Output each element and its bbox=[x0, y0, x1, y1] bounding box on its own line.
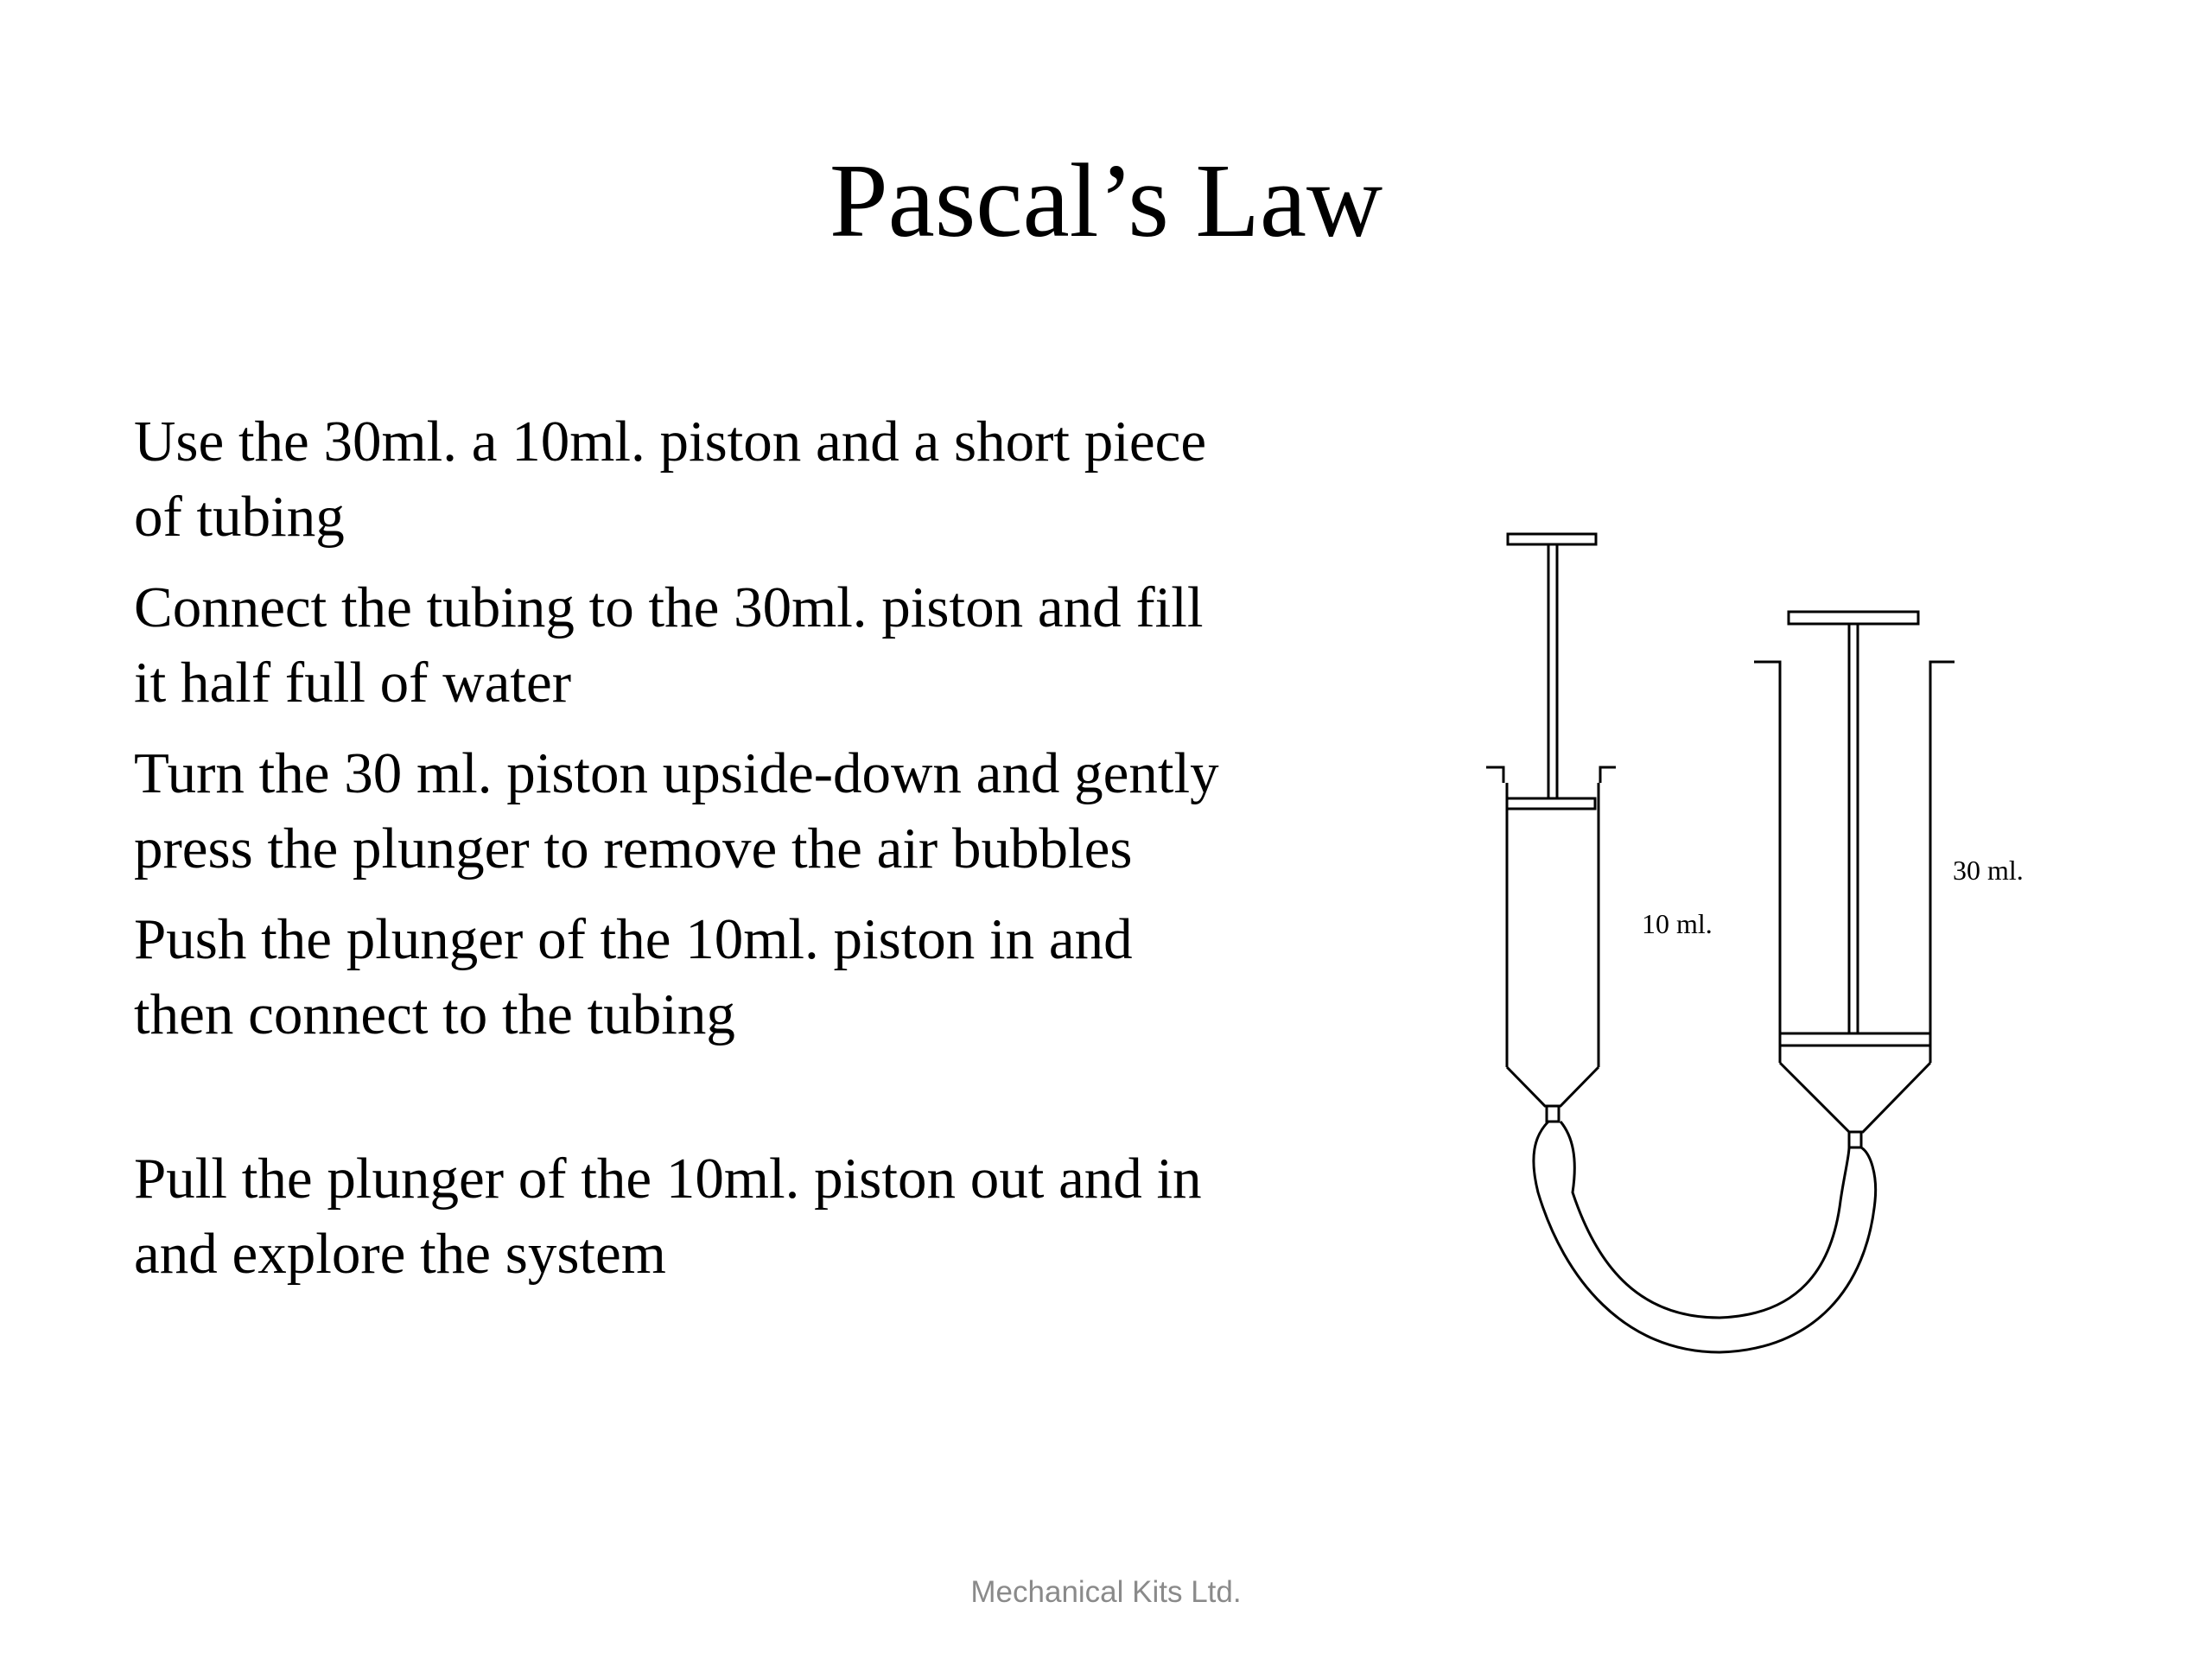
slide-title: Pascal’s Law bbox=[829, 143, 1383, 259]
instruction-step-5: Pull the plunger of the 10ml. piston out and in and explore the system bbox=[134, 1147, 1202, 1286]
syringe-diagram bbox=[1469, 510, 2039, 1391]
instruction-step-1: Use the 30ml. a 10ml. piston and a short piece of tubing bbox=[134, 410, 1207, 549]
small-syringe-label: 10 ml. bbox=[1642, 908, 1713, 939]
instruction-step-2: Connect the tubing to the 30ml. piston and fill it half full of water bbox=[134, 575, 1204, 715]
small-syringe bbox=[1486, 534, 1616, 1122]
large-syringe-label: 30 ml. bbox=[1953, 855, 2024, 886]
connecting-tube bbox=[1534, 1122, 1876, 1352]
instruction-list bbox=[134, 404, 1223, 1307]
instruction-step-3: Turn the 30 ml. piston upside-down and gently press the plunger to remove the air bubbles bbox=[134, 741, 1219, 880]
large-syringe bbox=[1754, 612, 1955, 1147]
instruction-step-4: Push the plunger of the 10ml. piston in and then connect to the tubing bbox=[134, 907, 1133, 1046]
footer-company: Mechanical Kits Ltd. bbox=[970, 1575, 1242, 1609]
